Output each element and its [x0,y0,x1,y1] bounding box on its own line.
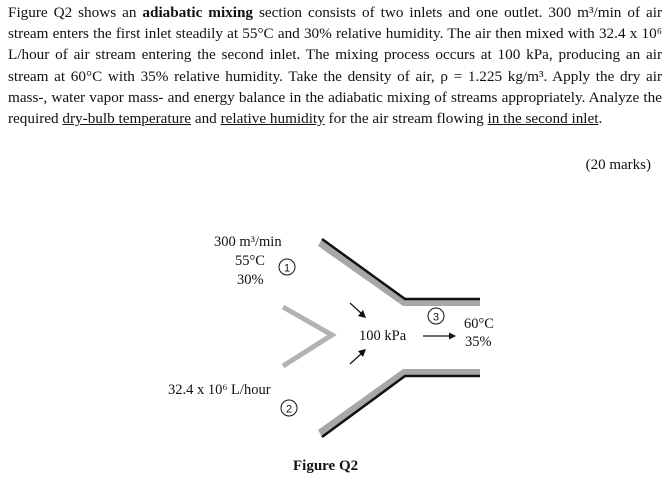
upper-wall-line [322,239,480,299]
outlet-rh-label: 35% [465,334,492,350]
inlet1-flow-label: 300 m³/min [214,234,282,250]
inlet-divider-wedge [283,307,332,366]
question-text-1: Figure Q2 shows an [8,4,143,21]
question-text-2: section consists of two inlets and one outlet. 300 m³/min of air stream enters the first inlet steadily at 55°C and 30% relative humidity. The air then mixed with 32.4 x 10⁶ L/hour of air stream entering the second inlet. The mixing process occurs at 100 kPa, producing an air stream at 60°C with 35% relative humidity. Take the density of air, ρ = 1.225 kg/m³. Apply the dry air mass-, water vapor mass- and energy balance in the adiabatic mixing of streams appropriately. Analyze the required [8,4,662,128]
inlet1-temp-label: 55°C [235,253,265,269]
figure-caption: Figure Q2 [293,458,359,474]
question-bold-term: adiabatic mixing [142,4,254,21]
underlined-dry-bulb-temperature: dry-bulb temperature [62,110,192,128]
inlet1-flow-arrow [350,303,366,318]
underlined-relative-humidity: relative humidity [220,110,325,128]
lower-wall-line [322,376,480,437]
inlet2-flow-label: 32.4 x 10⁶ L/hour [168,382,271,398]
inlet2-flow-arrow [350,349,366,364]
question-text-4: for the air stream flowing [324,110,488,128]
underlined-second-inlet: in the second inlet [487,110,599,128]
state-1-number: 1 [283,262,291,275]
marks-label: (20 marks) [585,157,651,173]
mixing-pressure-label: 100 kPa [359,328,407,344]
state-2-number: 2 [285,403,293,416]
question-text-3: and [191,110,221,128]
state-3-number: 3 [432,311,440,324]
question-text-5: . [598,110,603,128]
outlet-flow-arrow [423,333,456,340]
inlet1-rh-label: 30% [237,272,264,288]
outlet-temp-label: 60°C [464,316,494,332]
